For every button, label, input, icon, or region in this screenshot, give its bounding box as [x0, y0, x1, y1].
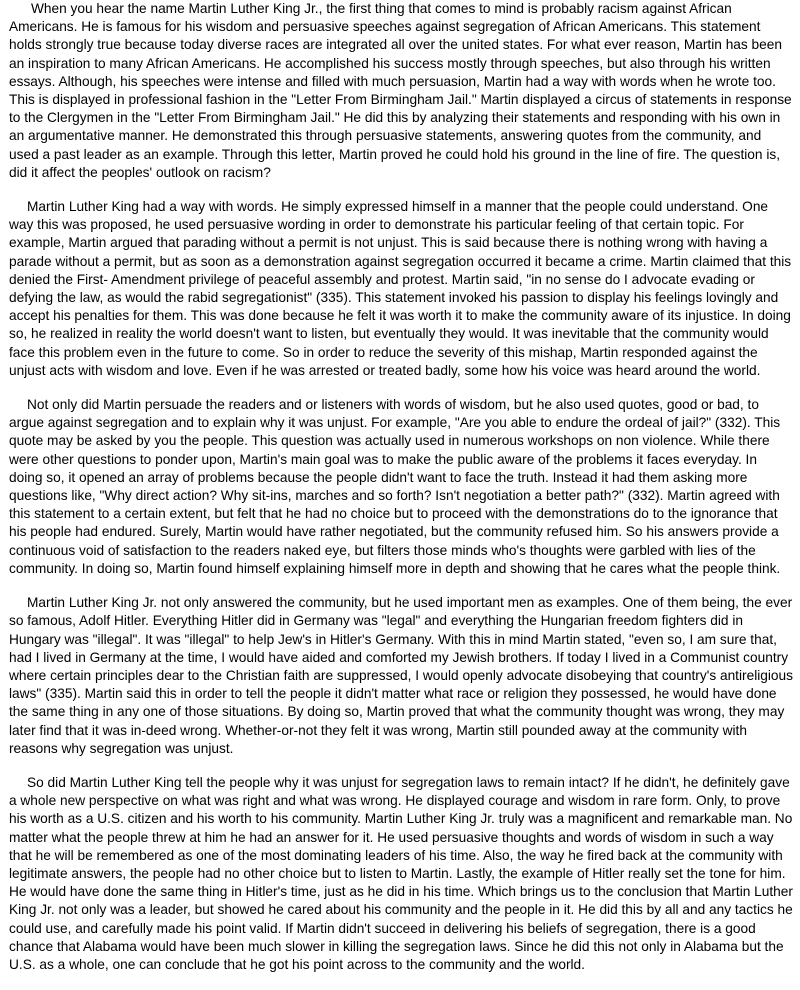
paragraph-examples: Martin Luther King Jr. not only answered the community, but he used important men as examples. One of them being, the ever so famous, Adolf Hitler. Everything Hitler did in Germany was "legal" and everything the Hungarian freedom fighters did in Hungary was "illegal". It was "illegal" to help Jew's in Hitler's Germany. With this in mind Martin stated, "even so, I am sure that, had I lived in Germany at the time, I would have aided and comforted my Jewish brothers. If today I lived in a Communist country where certain principles dear to the Christian faith are suppressed, I would openly advocate disobeying that country's antireligious laws" (335). Martin said this in order to tell the people it didn't matter what race or religion they possessed, he would have done the same thing in any one of those situations. By doing so, Martin proved that what the community thought was wrong, they may later find that it was in-deed wrong. Whether-or-not they felt it was wrong, Martin still pounded away at the community with reasons why segregation was unjust. — [9, 595, 794, 756]
paragraph-intro: When you hear the name Martin Luther King Jr., the first thing that comes to mind is probably racism against African Americans. He is famous for his wisdom and persuasive speeches against segregation of African Americans. This statement holds strongly true because today diverse races are integrated all over the united states. For what ever reason, Martin has been an inspiration to many African Americans. He accomplished his success mostly through speeches, but also through his written essays. Although, his speeches were intense and filled with much persuasion, Martin had a way with words when he wrote too. This is displayed in professional fashion in the "Letter From Birmingham Jail." Martin displayed a circus of statements in response to the Clergymen in the "Letter From Birmingham Jail." He did this by analyzing their statements and responding with his own in an argumentative manner. He demonstrated this through persuasive statements, answering quotes from the community, and used a past leader as an example. Through this letter, Martin proved he could hold his ground in the line of fire. The question is, did it affect the peoples' outlook on racism? — [9, 1, 792, 180]
paragraph-quotes: Not only did Martin persuade the readers and or listeners with words of wisdom, but he also used quotes, good or bad, to argue against segregation and to explain why it was unjust. For example, "Are you able to endure the ordeal of jail?" (332). This quote may be asked by you the people. This question was actually used in numerous workshops on non violence. While there were other questions to ponder upon, Martin's main goal was to make the public aware of the problems it faces everyday. In doing so, it opened an array of problems because the people didn't want to face the truth. Instead it had them asking more questions like, "Why direct action? Why sit-ins, marches and so forth? Isn't negotiation a better path?" (332). Martin agreed with this statement to a certain extent, but felt that he had no choice but to proceed with the demonstrations do to the ignorance that his people had endured. Surely, Martin would have rather negotiated, but the community refused him. So his answers provide a continuous void of satisfaction to the readers naked eye, but filters those minds who's thoughts were garbled with lies of the community. In doing so, Martin found himself explaining himself more in depth and showing that he cares what the people think. — [9, 397, 781, 576]
paragraph-way-with-words: Martin Luther King had a way with words. He simply expressed himself in a manner that the people could understand. One way this was proposed, he used persuasive wording in order to demonstrate his particular feeling of that certain topic. For example, Martin argued that parading without a permit is not unjust. This is said because there is nothing wrong with having a parade without a permit, but as soon as a demonstration against segregation occurred it became a crime. Martin claimed that this denied the First- Amendment privilege of peaceful assembly and protest. Martin said, "in no sense do I advocate evading or defying the law, as would the rabid segregationist" (335). This statement invoked his passion to display his feelings lovingly and accept his penalties for them. This was done because he felt it was worth it to make the community aware of its injustice. In doing so, he realized in reality the world doesn't want to listen, but eventually they would. It was inevitable that the community would face this problem even in the future to come. So in order to reduce the severity of this mishap, Martin responded against the unjust acts with wisdom and love. Even if he was arrested or treated badly, some how his voice was heard around the world. — [9, 199, 792, 378]
paragraph-conclusion: So did Martin Luther King tell the people why it was unjust for segregation laws to remain intact? If he didn't, he definitely gave a whole new perspective on what was right and what was wrong. He displayed courage and wisdom in rare form. Only, to prove his worth as a U.S. citizen and his worth to his community. Martin Luther King Jr. truly was a magnificent and remarkable man. No matter what the people threw at him he had an answer for it. He used persuasive thoughts and words of wisdom in such a way that he will be remembered as one of the most dominating leaders of his time. Also, the way he fired back at the community with legitimate answers, the people had no other choice but to listen to Martin. Lastly, the example of Hitler really set the tone for him. He would have done the same thing in Hitler's time, just as he did in his time. Which brings us to the conclusion that Martin Luther King Jr. not only was a leader, but showed he cared about his community and the people in it. He did this by all and any tactics he could use, and carefully made his point valid. If Martin didn't succeed in delivering his beliefs of segregation, there is a good chance that Alabama would have been much slower in killing the segregation laws. Since he did this not only in Alabama but the U.S. as a whole, one can conclude that he got his point across to the community and the world. — [9, 774, 793, 972]
essay-body — [9, 0, 794, 990]
